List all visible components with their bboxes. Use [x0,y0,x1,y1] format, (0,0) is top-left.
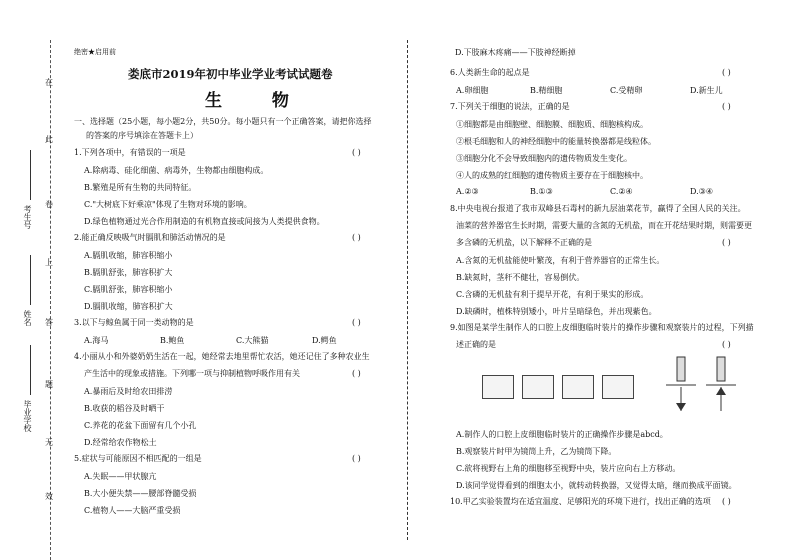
instructions-line1: 一、选择题（25小题，每小题2分，共50分。每小题只有一个正确答案，请把你选择 [74,117,372,126]
option[interactable]: D.经常给农作物松土 [84,438,157,447]
option[interactable]: B.繁殖是所有生物的共同特征。 [84,183,197,192]
step-d-image [602,375,634,399]
question-stem: 7.下列关于细胞的说法，正确的是 [450,102,570,111]
option[interactable]: B.观察装片时甲为镜筒上升，乙为镜筒下降。 [456,447,617,456]
question-stem-cont: 油菜的营养器官生长时期，需要大量的含氮的无机盐，而在开花结果时期，则需要更 [456,221,752,230]
answer-paren[interactable]: ( ) [352,148,361,157]
column-divider [407,40,408,540]
option[interactable]: D.下肢麻木疼痛——下肢神经断掉 [455,48,576,57]
candidate-number-blank[interactable] [30,150,31,200]
option[interactable]: A.卵细胞 [456,86,489,95]
answer-paren[interactable]: ( ) [352,454,361,463]
margin-char: 无 [45,438,53,447]
option[interactable]: A.含氮的无机盐能使叶繁茂，有利于营养器官的正常生长。 [456,256,665,265]
option[interactable]: B.大小便失禁——腰部脊髓受损 [84,489,197,498]
answer-paren[interactable]: ( ) [722,340,731,349]
option[interactable]: C.受精卵 [610,86,643,95]
option[interactable]: D.新生儿 [690,86,723,95]
option[interactable]: A.暴雨后及时给农田排涝 [84,387,173,396]
option[interactable]: D.鳄鱼 [312,336,337,345]
answer-paren[interactable]: ( ) [722,68,731,77]
option[interactable]: C.植物人——大脑严重受损 [84,506,181,515]
answer-paren[interactable]: ( ) [722,238,731,247]
margin-char: 在 [45,78,53,87]
microscope-yi-image [706,355,736,415]
option[interactable]: B.膈肌舒张，肺容积扩大 [84,268,173,277]
label-candidate-number: 考生号 [23,205,32,229]
answer-paren[interactable]: ( ) [722,102,731,111]
option[interactable]: B.精细胞 [530,86,563,95]
option[interactable]: C."大树底下好乘凉"体现了生物对环境的影响。 [84,200,252,209]
step-c-image [562,375,594,399]
option[interactable]: C.含磷的无机盐有利于提早开花，有利于果实的形成。 [456,290,649,299]
question-stem: 10.甲乙实验装置均在适宜温度、足够阳光的环境下进行，找出正确的选项 [450,497,711,506]
question-stem: 6.人类新生命的起点是 [450,68,530,77]
answer-paren[interactable]: ( ) [722,497,731,506]
option[interactable]: A.海马 [84,336,109,345]
answer-paren[interactable]: ( ) [352,369,361,378]
option[interactable]: A.除病毒、硅化细菌、病毒外，生物都由细胞构成。 [84,166,269,175]
option[interactable]: B.缺氮时，茎秆不健壮，容易倒伏。 [456,273,585,282]
question-stem-cont: 述正确的是 [456,340,496,349]
option[interactable]: B.鲍鱼 [160,336,185,345]
option[interactable]: D.缺磷时，植株特别矮小，叶片呈暗绿色，并出现紫色。 [456,307,657,316]
instructions-line2: 的答案的序号填涂在答题卡上） [86,131,198,140]
answer-paren[interactable]: ( ) [352,233,361,242]
microscope-jia-image [666,355,696,415]
question-3-stem: 3.以下与鲸鱼属于同一类动物的是 [74,318,194,327]
option[interactable]: D.绿色植物通过光合作用制造的有机物直接或间接为人类提供食物。 [84,217,325,226]
margin-char: 答 [45,318,53,327]
statement: ①细胞都是由细胞壁、细胞膜、细胞质、细胞核构成。 [456,120,648,129]
subject-title: 生 物 [205,91,311,111]
label-name: 姓名 [23,310,32,326]
option[interactable]: C.欲将视野右上角的细胞移至视野中央，装片应向右上方移动。 [456,464,681,473]
question-stem: 9.如图是某学生制作人的口腔上皮细胞临时装片的操作步骤和观察装片的过程，下列描 [450,323,754,332]
statement: ②根毛细胞和人的神经细胞中的能量转换器都是线粒体。 [456,137,656,146]
margin-char: 题 [45,380,53,389]
school-blank[interactable] [30,345,31,395]
secret-label: 绝密★启用前 [74,48,116,56]
option[interactable]: D.膈肌收缩，肺容积扩大 [84,302,173,311]
answer-paren[interactable]: ( ) [352,318,361,327]
question-1-stem: 1.下列各项中，有错误的一项是 [74,148,186,157]
step-a-image [482,375,514,399]
margin-char: 上 [45,258,53,267]
option[interactable]: A.失眠——甲状腺亢 [84,472,157,481]
question-stem-cont: 产生活中的现象或措施。下列哪一项与抑制植物呼吸作用有关 [84,369,300,378]
question-4-stem: 4.小丽从小和外婆奶奶生活在一起，她经常去地里帮忙农活，她还记住了多种农业生 [74,352,370,361]
option[interactable]: B.①③ [530,187,553,196]
option[interactable]: C.大熊猫 [236,336,269,345]
binding-dashed-line [50,40,51,560]
option[interactable]: C.膈肌舒张，肺容积缩小 [84,285,173,294]
option[interactable]: B.收获的稻谷及时晒干 [84,404,165,413]
question-2-stem: 2.能正确反映吸气时膈肌和肺活动情况的是 [74,233,226,242]
margin-char: 此 [45,135,53,144]
question-5-stem: 5.症状与可能原因不相匹配的一组是 [74,454,202,463]
option[interactable]: D.③④ [690,187,714,196]
option[interactable]: C.②④ [610,187,633,196]
question-stem: 8.中央电视台报道了我市双峰县石毒村的新九层油菜花节，赢得了全国人民的关注。 [450,204,746,213]
option[interactable]: A.制作人的口腔上皮细胞临时装片的正确操作步骤是abcd。 [456,430,668,439]
question-stem-cont: 多含磷的无机盐，以下解释不正确的是 [456,238,592,247]
option[interactable]: A.膈肌收缩，肺容积缩小 [84,251,173,260]
statement: ③细胞分化不会导致细胞内的遗传物质发生变化。 [456,154,632,163]
label-school: 毕业学校 [23,400,32,432]
option[interactable]: C.养花的花盆下面留有几个小孔 [84,421,197,430]
option[interactable]: A.②③ [456,187,479,196]
name-blank[interactable] [30,255,31,305]
margin-char: 卷 [45,200,53,209]
statement: ④人的成熟的红细胞的遗传物质主要存在于细胞核中。 [456,171,648,180]
option[interactable]: D.该同学觉得看到的细胞太小，就转动转换器，又觉得太暗，继而换成平面镜。 [456,481,737,490]
step-b-image [522,375,554,399]
exam-title: 娄底市2019年初中毕业学业考试试题卷 [128,67,333,81]
margin-char: 效 [45,492,53,501]
